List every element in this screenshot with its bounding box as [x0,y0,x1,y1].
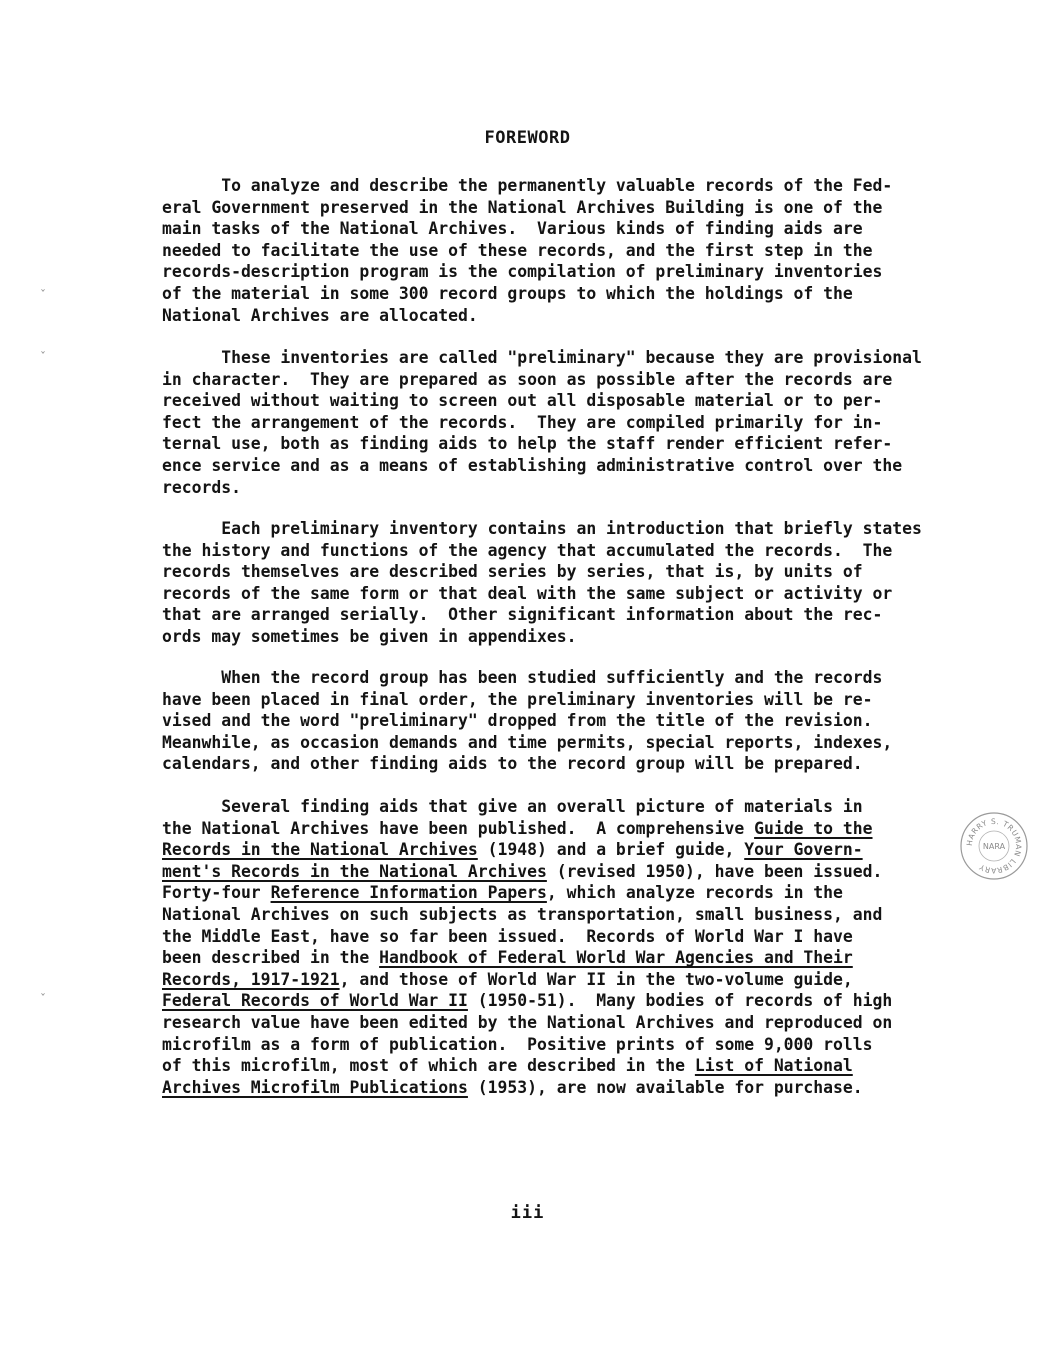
text-line [162,455,992,477]
scan-mark-2: ˇ [40,350,46,364]
text-segment: ence service and as a means of establishing administrative control over the [162,455,903,475]
publication-title: Handbook of Federal World War Agencies and Their [379,948,853,968]
text-segment: records themselves are described series by series, that is, by units of [162,562,863,582]
publication-title: ment's Records in the National Archives [162,861,547,881]
text-line [162,561,992,583]
text-line [162,861,992,883]
publication-title: Guide to the [754,818,873,838]
text-line [162,390,992,412]
page-title: FOREWORD [484,128,571,148]
text-line [162,753,992,775]
publication-title: Reference Information Papers [270,883,547,903]
text-segment: have been placed in final order, the preliminary inventories will be re- [162,689,873,709]
publication-title: Federal Records of World War II [162,991,468,1011]
text-segment: the history and functions of the agency that accumulated the records. The [162,540,893,560]
paragraph-3 [162,518,992,648]
page-number: iii [510,1203,545,1223]
paragraph-5 [162,796,992,1098]
text-segment: Forty-four [162,883,271,903]
stamp-ring-text: HARRY S. TRUMAN LIBRARY [964,816,1024,876]
text-line [162,947,992,969]
text-segment: been described in the [162,948,380,968]
text-line [162,1034,992,1056]
text-line [162,818,992,840]
text-line [162,1012,992,1034]
paragraph-4 [162,667,992,775]
text-segment: needed to facilitate the use of these records, and the first step in the [162,240,873,260]
publication-title: Archives Microfilm Publications [162,1077,468,1097]
text-segment: records of the same form or that deal with the same subject or activity or [162,583,893,603]
text-segment: These inventories are called "preliminary" because they are provisional [162,348,922,367]
text-segment: the National Archives have been published. A comprehensive [162,818,755,838]
text-line [162,540,992,562]
text-segment: , and those of World War II in the two-volume guide, [339,969,853,989]
text-segment: received without waiting to screen out all disposable material or to per- [162,391,883,411]
text-line [162,839,992,861]
text-segment: main tasks of the National Archives. Various kinds of finding aids are [162,219,863,239]
paragraph-2 [162,347,992,498]
text-line [162,969,992,991]
text-line [162,218,992,240]
scan-mark-1: ˇ [40,288,46,302]
text-segment: records-description program is the compilation of preliminary inventories [162,262,883,282]
text-line [162,477,992,499]
text-line [162,433,992,455]
text-segment: National Archives are allocated. [162,305,478,325]
text-segment: in character. They are prepared as soon as possible after the records are [162,369,893,389]
text-segment: , which analyze records in the [546,883,843,903]
text-segment: National Archives on such subjects as transportation, small business, and [162,904,883,924]
text-line [162,412,992,434]
text-segment: fect the arrangement of the records. They are compiled primarily for in- [162,412,883,432]
text-line [162,710,992,732]
text-line [162,667,992,689]
publication-title: List of National [694,1056,853,1076]
text-line [162,261,992,283]
text-line [162,882,992,904]
text-line [162,1077,992,1099]
text-segment: (1953), are now available for purchase. [467,1077,863,1097]
text-segment: calendars, and other finding aids to the record group will be prepared. [162,754,863,774]
text-segment: records. [162,477,241,497]
scan-mark-3: ˇ [40,992,46,1006]
publication-title: Your Govern- [744,840,863,860]
text-segment: the Middle East, have so far been issued. Records of World War I have [162,926,853,946]
text-segment: vised and the word "preliminary" dropped from the title of the revision. [162,711,873,731]
text-segment: Meanwhile, as occasion demands and time permits, special reports, indexes, [162,732,893,752]
text-segment: ords may sometimes be given in appendixes. [162,626,577,646]
text-segment: Several finding aids that give an overall picture of materials in [162,797,863,816]
text-line [162,583,992,605]
text-segment: of the material in some 300 record groups to which the holdings of the [162,283,853,303]
text-segment: (revised 1950), have been issued. [546,861,883,881]
text-segment: When the record group has been studied sufficiently and the records [162,668,883,687]
text-segment: microfilm as a form of publication. Positive prints of some 9,000 rolls [162,1034,873,1054]
text-segment: eral Government preserved in the National Archives Building is one of the [162,197,883,217]
text-segment: Each preliminary inventory contains an introduction that briefly states [162,519,922,538]
text-line [162,1055,992,1077]
text-line [162,175,992,197]
text-line [162,518,992,540]
text-segment: research value have been edited by the National Archives and reproduced on [162,1012,893,1032]
text-line [162,240,992,262]
text-line [162,796,992,818]
paragraph-1 [162,175,992,326]
publication-title: Records in the National Archives [162,840,478,860]
publication-title: Records, 1917-1921 [162,969,340,989]
text-line [162,369,992,391]
text-line [162,283,992,305]
text-segment: ternal use, both as finding aids to help the staff render efficient refer- [162,434,893,454]
text-segment: To analyze and describe the permanently valuable records of the Fed- [162,176,893,195]
text-segment: (1948) and a brief guide, [477,840,745,860]
library-stamp [958,810,1030,882]
text-line [162,626,992,648]
text-line [162,732,992,754]
text-line [162,197,992,219]
stamp-center-text: NARA [982,842,1006,851]
text-line [162,926,992,948]
text-line [162,689,992,711]
text-segment: (1950-51). Many bodies of records of high [467,991,893,1011]
text-line [162,347,992,369]
text-line [162,604,992,626]
text-segment: that are arranged serially. Other significant information about the rec- [162,605,883,625]
text-line [162,305,992,327]
text-segment: of this microfilm, most of which are described in the [162,1056,695,1076]
text-line [162,904,992,926]
text-line [162,990,992,1012]
